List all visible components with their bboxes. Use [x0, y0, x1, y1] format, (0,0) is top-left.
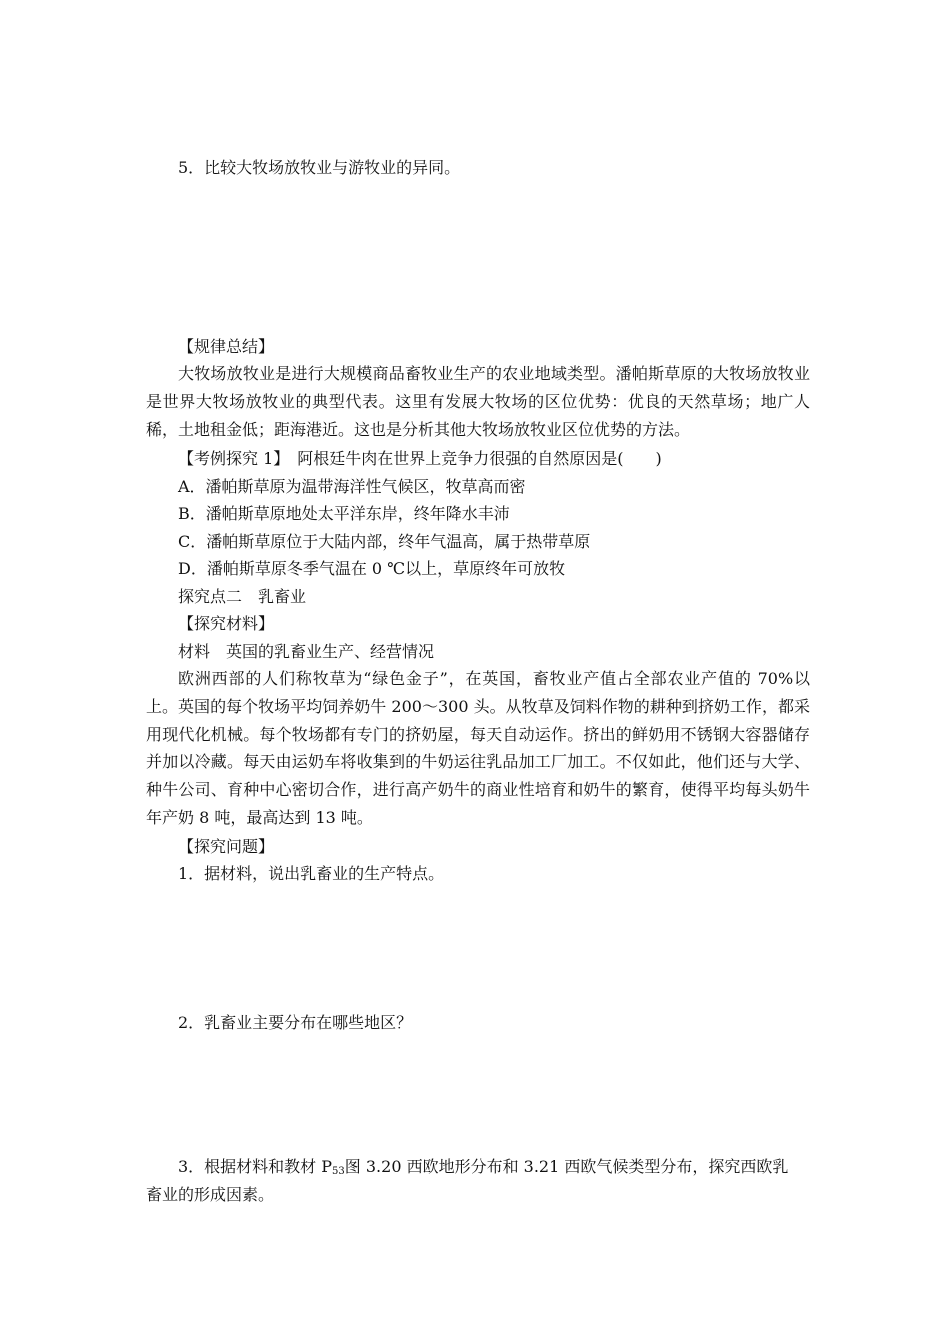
question-2: 2．乳畜业主要分布在哪些地区？: [178, 1013, 413, 1032]
question-3: [178, 1157, 788, 1182]
section-heading-2: 探究点二 乳畜业: [178, 587, 307, 606]
option-c: C．潘帕斯草原位于大陆内部，终年气温高，属于热带草原: [178, 532, 591, 551]
summary-heading: 【规律总结】: [178, 337, 275, 356]
material-paragraph: 欧洲西部的人们称牧草为“绿色金子”，在英国，畜牧业产值占全部农业产值的 70%以上。英国的每个牧场平均饲养奶牛 200～300 头。从牧草及饲料作物的耕种到挤奶工作，都采用现代化机械。每个牧场都有专门的挤奶屋，每天自动运作。挤出的鲜奶用不锈钢大容器储存并加以冷藏。每天由运奶车将收集到的牛奶运往乳品加工厂加工。不仅如此，他们还与大学、种牛公司、育种中心密切合作，进行高产奶牛的商业性培育和奶牛的繁育，使得平均每头奶牛年产奶 8 吨，最高达到 13 吨。: [146, 669, 810, 827]
summary-paragraph: 大牧场放牧业是进行大规模商品畜牧业生产的农业地域类型。潘帕斯草原的大牧场放牧业是世界大牧场放牧业的典型代表。这里有发展大牧场的区位优势：优良的天然草场；地广人稀，土地租金低；距海港近。这也是分析其他大牧场放牧业区位优势的方法。: [146, 364, 810, 439]
option-a: A．潘帕斯草原为温带海洋性气候区，牧草高而密: [178, 477, 526, 496]
questions-heading: 【探究问题】: [178, 837, 275, 856]
material-heading: 【探究材料】: [178, 614, 275, 633]
option-d: D．潘帕斯草原冬季气温在 0 ℃以上，草原终年可放牧: [178, 559, 566, 578]
material-title: 材料 英国的乳畜业生产、经营情况: [178, 642, 435, 661]
example-heading: 【考例探究 1】 阿根廷牛肉在世界上竞争力很强的自然原因是( ): [178, 449, 662, 468]
question-5: 5．比较大牧场放牧业与游牧业的异同。: [178, 158, 461, 177]
option-b: B．潘帕斯草原地处太平洋东岸，终年降水丰沛: [178, 504, 510, 523]
question-3-text-b: 图 3.20 西欧地形分布和 3.21 西欧气候类型分布，探究西欧乳: [344, 1157, 789, 1176]
question-3-line-2: 畜业的形成因素。: [146, 1185, 275, 1204]
question-3-page-subscript: 53: [332, 1166, 345, 1177]
question-3-text-a: 3．根据材料和教材 P: [178, 1157, 333, 1176]
question-1: 1．据材料，说出乳畜业的生产特点。: [178, 864, 445, 883]
